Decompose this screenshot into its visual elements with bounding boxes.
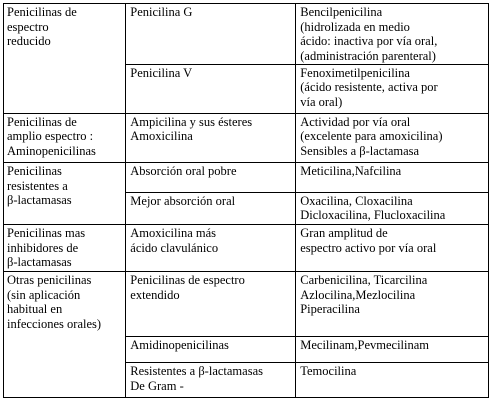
description-cell: Bencilpenicilina (hidrolizada en medio ácido: inactiva por vía oral, (administración parenteral) bbox=[296, 4, 489, 65]
description-cell: Oxacilina, Cloxacilina Dicloxacilina, Flucloxacilina bbox=[296, 192, 489, 224]
group-cell: Penicilinas resistentes a β-lactamasas bbox=[4, 163, 126, 225]
drug-cell: Amidinopenicilinas bbox=[126, 337, 296, 363]
description-cell: Fenoximetilpenicilina (ácido resistente, activa por vía oral) bbox=[296, 64, 489, 113]
table-row bbox=[4, 225, 489, 272]
table-row bbox=[4, 4, 489, 65]
group-cell: Penicilinas mas inhibidores de β-lactamasas bbox=[4, 225, 126, 272]
drug-cell: Mejor absorción oral bbox=[126, 192, 296, 224]
table-row bbox=[4, 272, 489, 337]
description-cell: Mecilinam,Pevmecilinam bbox=[296, 337, 489, 363]
drug-cell: Penicilina G bbox=[126, 4, 296, 65]
group-cell: Otras penicilinas (sin aplicación habitual en infecciones orales) bbox=[4, 272, 126, 398]
description-cell: Actividad por vía oral (excelente para amoxicilina) Sensibles a β-lactamasa bbox=[296, 113, 489, 163]
description-cell: Carbenicilina, Ticarcilina Azlocilina,Mezlocilina Piperacilina bbox=[296, 272, 489, 337]
penicillin-classification-table bbox=[3, 3, 489, 398]
table-row bbox=[4, 163, 489, 192]
drug-cell: Amoxicilina más ácido clavulánico bbox=[126, 225, 296, 272]
description-cell: Gran amplitud de espectro activo por vía oral bbox=[296, 225, 489, 272]
description-cell: Temocilina bbox=[296, 363, 489, 398]
drug-cell: Resistentes a β-lactamasas De Gram - bbox=[126, 363, 296, 398]
description-cell: Meticilina,Nafcilina bbox=[296, 163, 489, 192]
drug-cell: Penicilina V bbox=[126, 64, 296, 113]
drug-cell: Penicilinas de espectro extendido bbox=[126, 272, 296, 337]
group-cell: Penicilinas de espectro reducido bbox=[4, 4, 126, 114]
table-row bbox=[4, 113, 489, 163]
drug-cell: Absorción oral pobre bbox=[126, 163, 296, 192]
group-cell: Penicilinas de amplio espectro : Aminopenicilinas bbox=[4, 113, 126, 163]
drug-cell: Ampicilina y sus ésteres Amoxicilina bbox=[126, 113, 296, 163]
